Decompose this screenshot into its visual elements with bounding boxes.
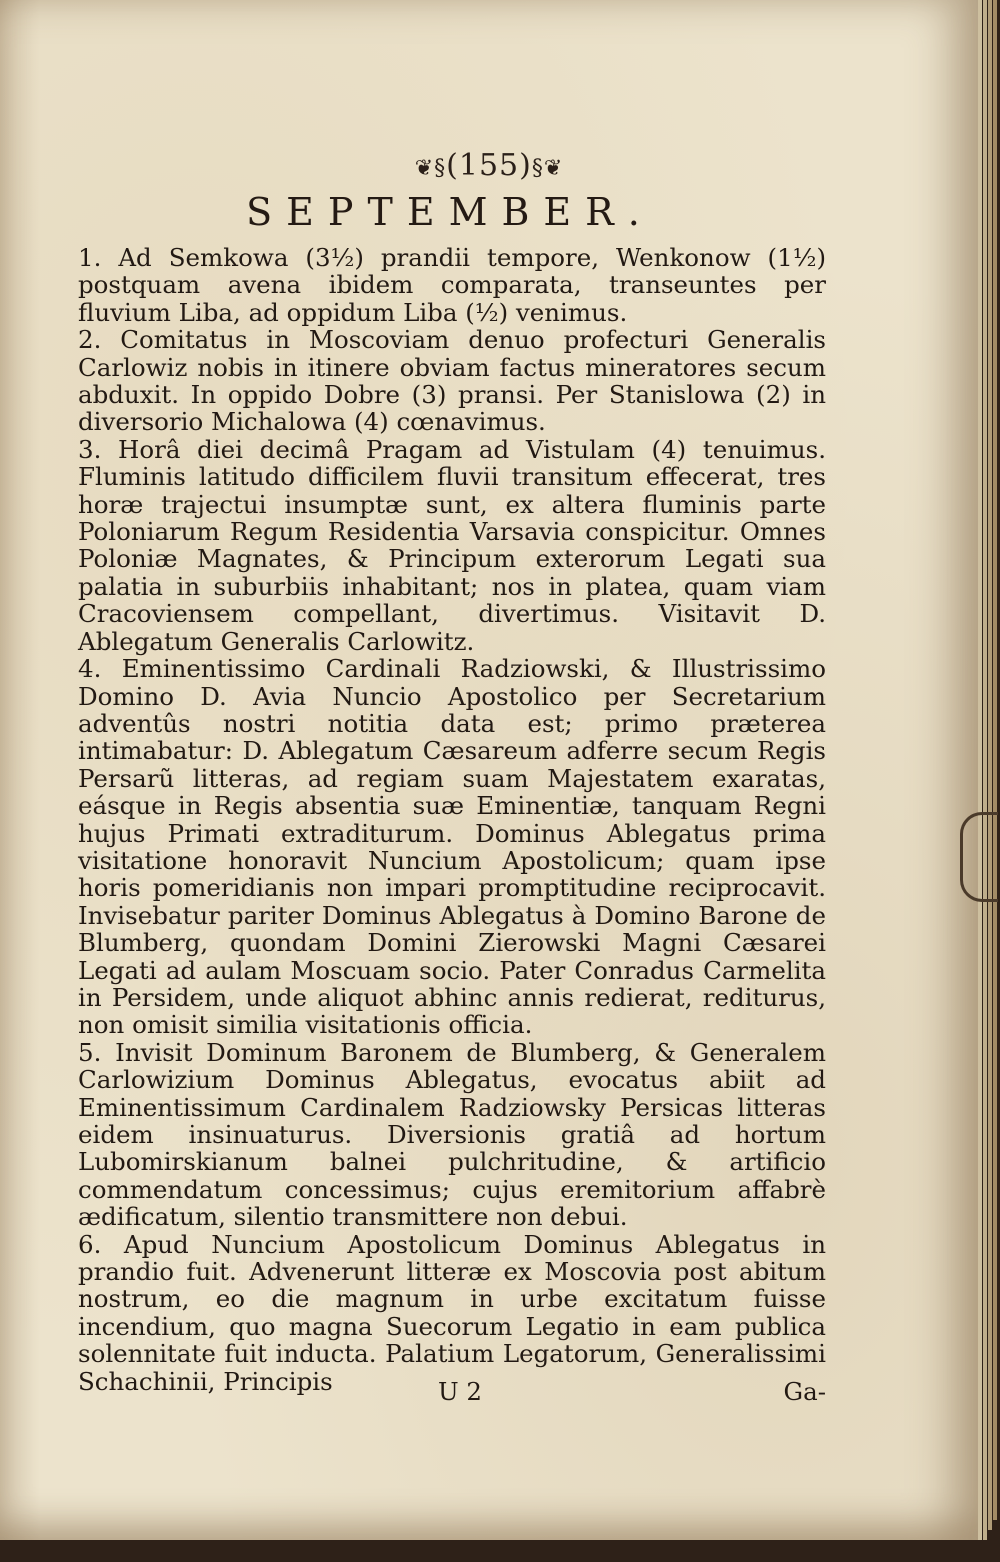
diary-entry: 2. Comitatus in Moscoviam denuo profecturi Generalis Carlowiz nobis in itinere obviam factus mineratores secum abduxit. In oppido Dobre (3) pransi. Per Stanislowa (2) in diversorio Michalowa (4) cœnavimus. <box>78 325 826 437</box>
diary-entry: 5. Invisit Dominum Baronem de Blumberg, & Generalem Carlowizium Dominus Ablegatus, evocatus abiit ad Eminentissimum Cardinalem Radziowsky Persicas litteras eidem insinuaturus. Diversionis gratiâ ad hortum Lubomirskianum balnei pulchritudine, & artificio commendatum concessimus; cujus eremitorium affabrè ædificatum, silentio transmittere non debui. <box>78 1037 826 1232</box>
page-edge <box>993 0 997 1520</box>
page-header <box>0 148 978 183</box>
diary-entries <box>78 244 826 1395</box>
month-heading: SEPTEMBER. <box>246 190 654 234</box>
diary-entry: 4. Eminentissimo Cardinali Radziowski, & Illustrissimo Domino D. Avia Nuncio Apostolico per Secretarium adventûs nostri notitia data est; primo præterea intimabatur: D. Ablegatum Cæsareum adferre secum Regis Persarũ litteras, ad regiam suam Majestatem exaratas, eásque in Regis absentia suæ Eminentiæ, tanquam Regni hujus Primati extraditurum. Dominus Ablegatus prima visitatione honoravit Nuncium Apostolicum; quam ipse horis pomeridianis non impari promptitudine reciprocavit. Invisebatur pariter Dominus Ablegatus à Domino Barone de Blumberg, quondam Domini Zierowski Magni Cæsarei Legati ad aulam Moscuam socio. Pater Conradus Carmelita in Persidem, unde aliquot abhinc annis redierat, rediturus, non omisit similia visitationis officia. <box>78 654 826 1040</box>
diary-entry: 3. Horâ diei decimâ Pragam ad Vistulam (4) tenuimus. Fluminis latitudo difficilem fluvii transitum effecerat, tres horæ trajectui insumptæ sunt, ex altera fluminis parte Poloniarum Regum Residentia Varsavia conspicitur. Omnes Poloniæ Magnates, & Principum exterorum Legati sua palatia in suburbiis inhabitant; nos in platea, quam viam Cracoviensem compellant, divertimus. Visitavit D. Ablegatum Generalis Carlowitz. <box>78 434 826 656</box>
catchword: Ga- <box>783 1377 826 1406</box>
page-edge <box>988 0 992 1530</box>
page-number: (155) <box>446 148 532 183</box>
binding-clip <box>960 812 998 902</box>
header-ornament-left: ❦§ <box>414 156 447 181</box>
header-ornament-right: §❦ <box>531 156 564 181</box>
signature-mark: U 2 <box>438 1377 483 1406</box>
page-edge <box>978 0 982 1540</box>
diary-entry: 6. Apud Nuncium Apostolicum Dominus Ablegatus in prandio fuit. Advenerunt litteræ ex Moscovia post abitum nostrum, eo die magnum in urbe excitatum fuisse incendium, quo magna Suecorum Legatio in eam publica solennitate fuit inducta. Palatium Legatorum, Generalissimi Schachinii, Principis <box>78 1229 826 1396</box>
page-edge <box>983 0 987 1540</box>
diary-entry: 1. Ad Semkowa (3½) prandii tempore, Wenkonow (1½) postquam avena ibidem comparata, transeuntes per fluvium Liba, ad oppidum Liba (½) venimus. <box>78 243 826 327</box>
